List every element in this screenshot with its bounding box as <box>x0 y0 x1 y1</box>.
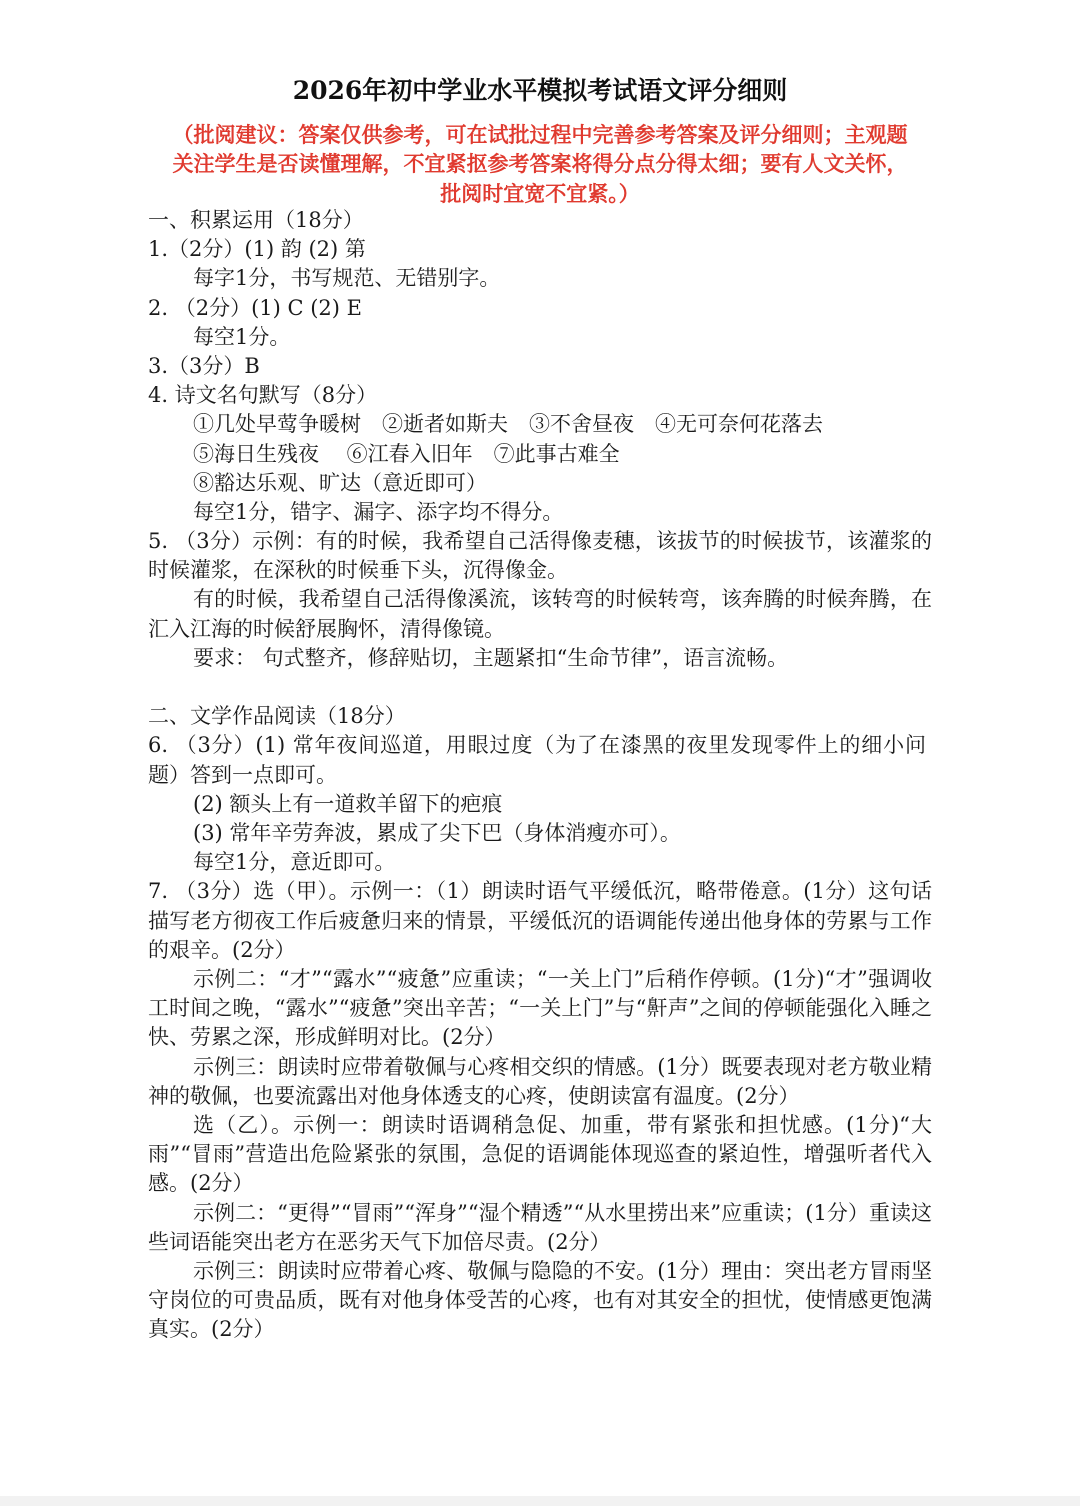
q7-jia-example-2: 示例二：“才”“露水”“疲惫”应重读；“一关上门”后稍作停顿。(1分)“才”强调收工时间之晚，“露水”“疲惫”突出辛苦；“一关上门”与“鼾声”之间的停顿能强化入睡之快、劳累之深，形成鲜明对比。(2分） <box>148 967 932 1050</box>
q4-heading: 4. 诗文名句默写（8分） <box>148 383 378 408</box>
q7-yi-example-2: 示例二：“更得”“冒雨”“浑身”“湿个精透”“从水里捞出来”应重读；(1分）重读这些词语能突出老方在恶劣天气下加倍尽责。(2分） <box>148 1200 932 1254</box>
scoring-rules-body <box>148 206 932 1345</box>
q4-answers-row: ⑤海日生残夜 ⑥江春入旧年 ⑦此事古难全 <box>193 441 620 466</box>
q6-answer-1: 6. （3分）(1) 常年夜间巡道，用眼过度（为了在漆黑的夜里发现零件上的细小问题）答到一点即可。 <box>148 733 926 787</box>
section-spacer <box>148 673 932 702</box>
q2-answer: 2. （2分）(1) C (2) E <box>148 295 362 320</box>
q7-yi-example-1: 选（乙）。示例一：朗读时语调稍急促、加重，带有紧张和担忧感。(1分)“大雨”“冒雨”营造出危险紧张的氛围，急促的语调能体现巡查的紧迫性，增强听者代入感。(2分） <box>148 1113 932 1196</box>
q4-answers-row: ⑧豁达乐观、旷达（意近即可） <box>193 470 487 495</box>
note-line: 关注学生是否读懂理解，不宜紧抠参考答案将得分点分得太细；要有人文关怀， <box>172 152 908 177</box>
q6-rule: 每空1分，意近即可。 <box>193 850 396 875</box>
q5-example-2: 有的时候，我希望自己活得像溪流，该转弯的时候转弯，该奔腾的时候奔腾，在汇入江海的时候舒展胸怀，清得像镜。 <box>148 587 932 641</box>
section-heading-accumulation: 一、积累运用（18分） <box>148 208 364 232</box>
page-title: 2026年初中学业水平模拟考试语文评分细则 <box>292 76 788 105</box>
section-heading-literary-reading: 二、文学作品阅读（18分） <box>148 704 406 729</box>
q5-example-1: 5. （3分）示例：有的时候，我希望自己活得像麦穗，该拔节的时候拔节，该灌浆的时候灌浆，在深秋的时候垂下头，沉得像金。 <box>148 529 932 583</box>
q4-rule: 每空1分，错字、漏字、添字均不得分。 <box>193 499 564 524</box>
q5-requirement: 要求： 句式整齐，修辞贴切，主题紧扣“生命节律”，语言流畅。 <box>193 645 789 670</box>
note-line: 批阅时宜宽不宜紧。） <box>440 181 640 206</box>
q7-yi-example-3: 示例三：朗读时应带着心疼、敬佩与隐隐的不安。(1分）理由：突出老方冒雨坚守岗位的可贵品质，既有对他身体受苦的心疼，也有对其安全的担忧，使情感更饱满真实。(2分） <box>148 1259 932 1342</box>
grading-advice-note <box>148 121 932 209</box>
q1-answer: 1.（2分）(1) 韵 (2) 第 <box>148 237 366 262</box>
q4-answers-row: ①几处早莺争暖树 ②逝者如斯夫 ③不舍昼夜 ④无可奈何花落去 <box>193 412 823 437</box>
q6-answer-2: (2) 额头上有一道救羊留下的疤痕 <box>193 791 503 816</box>
q7-jia-example-3: 示例三：朗读时应带着敬佩与心疼相交织的情感。(1分）既要表现对老方敬业精神的敬佩，也要流露出对他身体透支的心疼，使朗读富有温度。(2分） <box>148 1054 932 1108</box>
q6-answer-3: (3) 常年辛劳奔波，累成了尖下巴（身体消瘦亦可）。 <box>193 821 681 846</box>
note-line: （批阅建议：答案仅供参考，可在试批过程中完善参考答案及评分细则；主观题 <box>172 123 908 147</box>
q3-answer: 3.（3分）B <box>148 353 260 378</box>
q1-rule: 每字1分，书写规范、无错别字。 <box>193 266 501 291</box>
q2-rule: 每空1分。 <box>193 324 291 349</box>
q7-jia-example-1: 7. （3分）选（甲）。示例一：（1）朗读时语气平缓低沉，略带倦意。(1分）这句话描写老方彻夜工作后疲惫归来的情景，平缓低沉的语调能传递出他身体的劳累与工作的艰辛。(2分） <box>148 879 932 962</box>
page-bottom-edge <box>0 1496 1080 1506</box>
